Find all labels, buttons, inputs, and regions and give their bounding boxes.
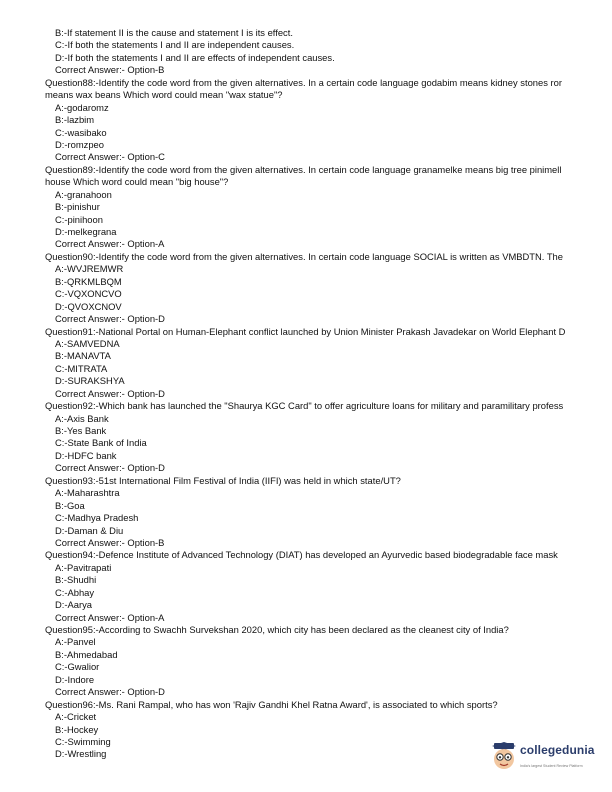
option-line: A:-Pavitrapati: [55, 561, 112, 573]
option-line: C:-Gwalior: [55, 661, 100, 673]
option-line: A:-WVJREMWR: [55, 263, 124, 275]
option-line: A:-Panvel: [55, 636, 96, 648]
option-line: D:-HDFC bank: [55, 449, 117, 461]
option-line: A:-Axis Bank: [55, 412, 109, 424]
option-line: A:-Maharashtra: [55, 487, 120, 499]
option-line: A:-granahoon: [55, 188, 112, 200]
question-line: Question96:-Ms. Rani Rampal, who has won 'Rajiv Gandhi Khel Ratna Award', is associated to which sports?: [45, 698, 498, 710]
option-line: Correct Answer:- Option-C: [55, 151, 165, 163]
option-line: B:-QRKMLBQM: [55, 275, 122, 287]
option-line: D:-romzpeo: [55, 138, 104, 150]
option-line: C:-wasibako: [55, 126, 107, 138]
mascot-face-icon: [491, 742, 517, 772]
option-line: D:-Indore: [55, 673, 95, 685]
option-line: D:-Daman & Diu: [55, 524, 124, 536]
option-line: D:-Wrestling: [55, 748, 107, 760]
option-line: D:-QVOXCNOV: [55, 300, 122, 312]
option-line: Correct Answer:- Option-A: [55, 238, 165, 250]
question-line: Question89:-Identify the code word from the given alternatives. In certain code language granamelke means big tree pinimell: [45, 163, 562, 175]
option-line: D:-Aarya: [55, 599, 92, 611]
question-document: [45, 27, 612, 761]
option-line: C:-Abhay: [55, 586, 95, 598]
option-line: A:-Cricket: [55, 711, 97, 723]
option-line: C:-pinihoon: [55, 213, 103, 225]
option-line: C:-VQXONCVO: [55, 288, 122, 300]
option-line: Correct Answer:- Option-B: [55, 64, 165, 76]
option-line: Correct Answer:- Option-A: [55, 611, 165, 623]
option-line: Correct Answer:- Option-D: [55, 462, 165, 474]
option-line: B:-lazbim: [55, 114, 95, 126]
option-line: B:-MANAVTA: [55, 350, 111, 362]
option-line: A:-godaromz: [55, 101, 109, 113]
option-line: D:-melkegrana: [55, 226, 117, 237]
option-line: B:-Ahmedabad: [55, 648, 118, 660]
option-line: Correct Answer:- Option-D: [55, 313, 165, 325]
option-line: B:-Shudhi: [55, 574, 97, 586]
option-line: A:-SAMVEDNA: [55, 337, 120, 349]
option-line: Correct Answer:- Option-D: [55, 686, 165, 698]
brand-tagline: India's largest Student Review Platform: [520, 764, 583, 768]
option-line: Correct Answer:- Option-B: [55, 536, 165, 548]
option-line: Correct Answer:- Option-D: [55, 387, 165, 399]
option-line: D:-If both the statements I and II are effects of independent causes.: [55, 51, 335, 63]
collegedunia-logo[interactable]: [491, 740, 609, 774]
option-line: B:-pinishur: [55, 201, 100, 213]
option-line: C:-Swimming: [55, 735, 111, 747]
question-line: Question90:-Identify the code word from the given alternatives. In certain code language SOCIAL is written as VMBDTN. The: [45, 250, 563, 262]
brand-name: collegedunia: [520, 743, 595, 757]
option-line: C:-Madhya Pradesh: [55, 512, 139, 524]
question-line: Question93:-51st International Film Festival of India (IIFI) was held in which state/UT?: [45, 474, 401, 486]
question-line: house Which word could mean "big house"?: [45, 176, 229, 188]
option-line: C:-MITRATA: [55, 362, 108, 374]
option-line: B:-Goa: [55, 499, 85, 511]
option-line: D:-SURAKSHYA: [55, 375, 125, 387]
option-line: B:-Hockey: [55, 723, 99, 735]
option-line: C:-State Bank of India: [55, 437, 147, 449]
question-line: Question95:-According to Swachh Survekshan 2020, which city has been declared as the cleanest city of India?: [45, 624, 509, 635]
question-line: Question91:-National Portal on Human-Elephant conflict launched by Union Minister Prakash Javadekar on World Elephant D: [45, 325, 566, 337]
option-line: B:-If statement II is the cause and statement I is its effect.: [55, 27, 293, 38]
question-line: Question92:-Which bank has launched the "Shaurya KGC Card" to offer agriculture loans for military and paramilitary profess: [45, 400, 564, 412]
question-line: Question94:-Defence Institute of Advanced Technology (DIAT) has developed an Ayurvedic based biodegradable face mask: [45, 549, 558, 561]
question-line: Question88:-Identify the code word from the given alternatives. In a certain code language godabim means kidney stones ror: [45, 76, 562, 88]
question-line: means wax beans Which word could mean "wax statue"?: [45, 89, 283, 101]
option-line: B:-Yes Bank: [55, 425, 107, 436]
option-line: C:-If both the statements I and II are independent causes.: [55, 39, 295, 51]
